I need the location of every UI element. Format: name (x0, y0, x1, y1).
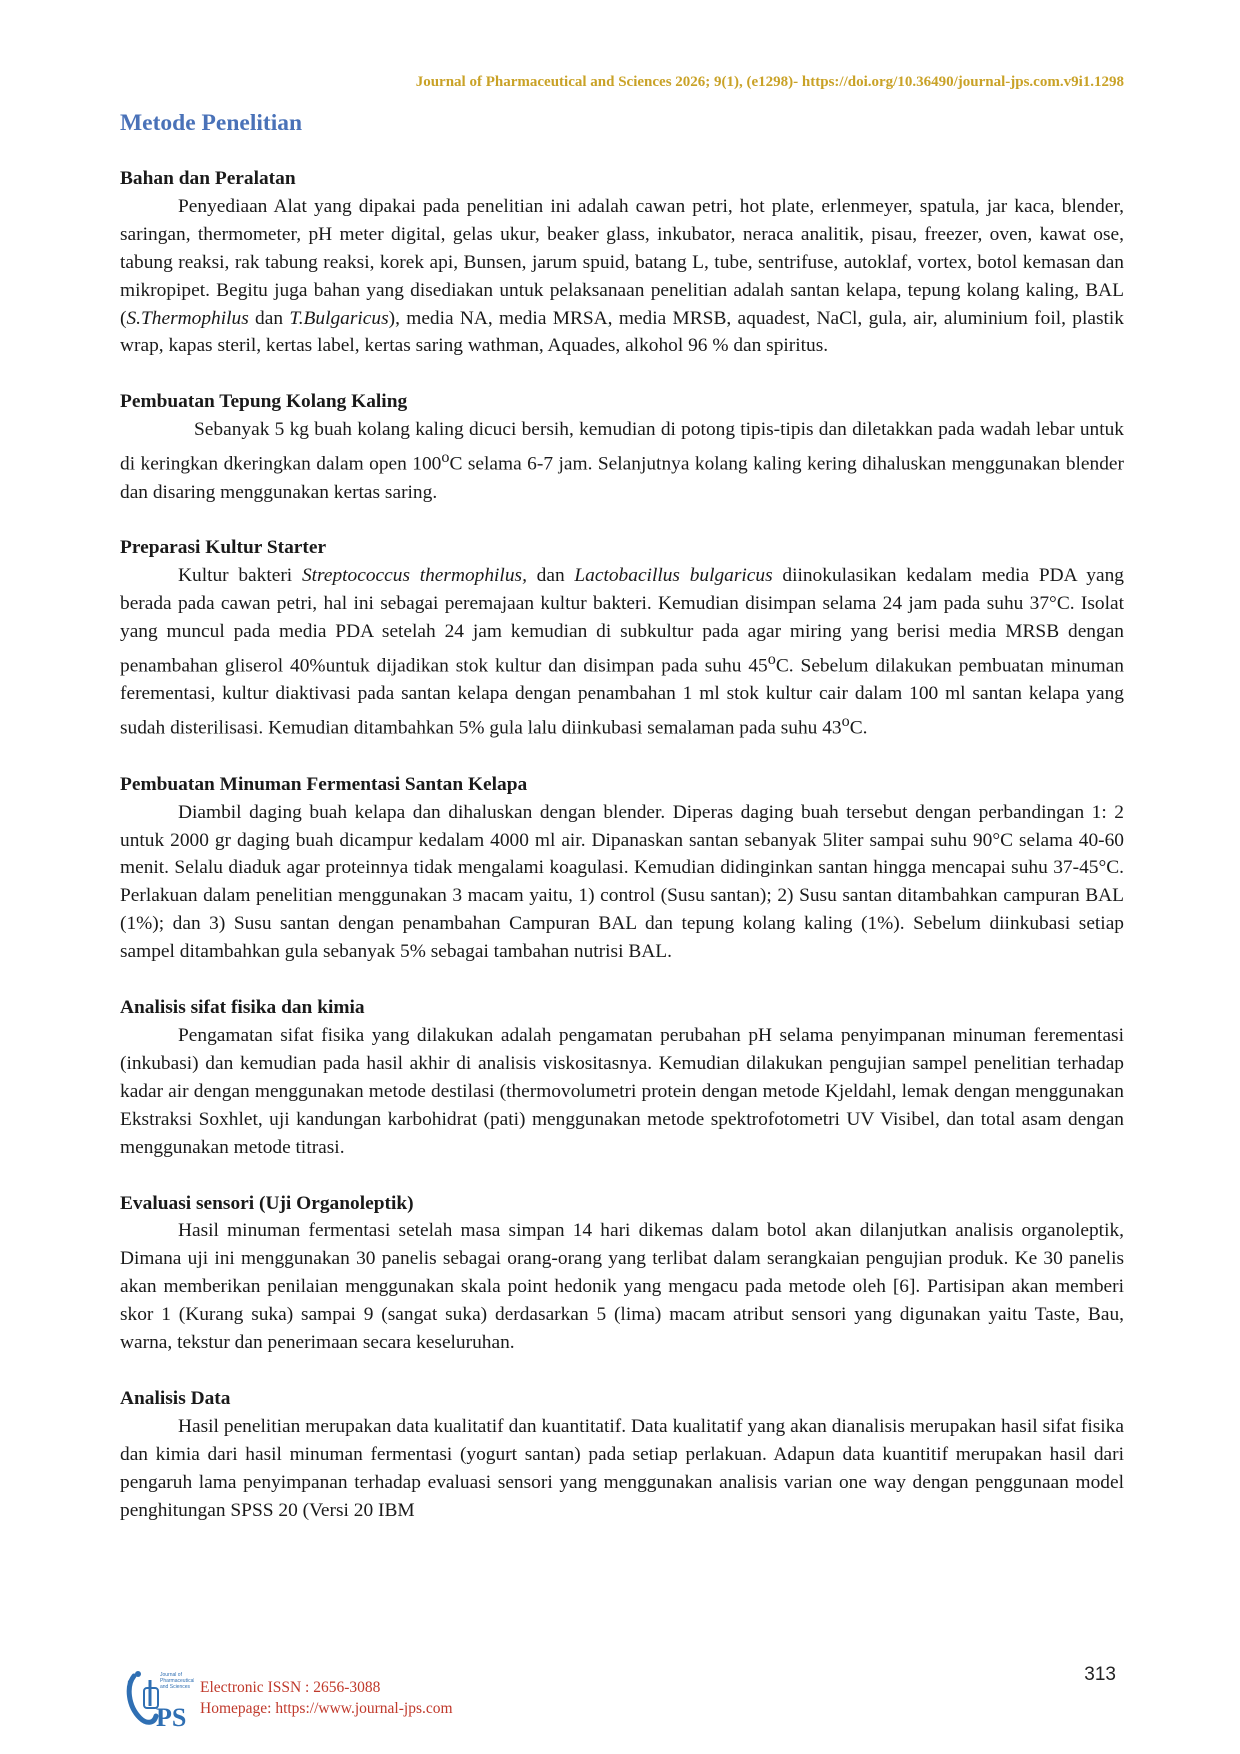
svg-text:and Sciences: and Sciences (160, 1684, 191, 1690)
subsection-heading: Preparasi Kultur Starter (120, 537, 327, 559)
issn-text: Electronic ISSN : 2656-3088 (200, 1679, 381, 1696)
degree-superscript: o (767, 651, 776, 669)
paragraph: Pengamatan sifat fisika yang dilakukan adalah pengamatan perubahan pH selama penyimpanan minuman ferementasi (inkubasi) dan kemudian pada hasil akhir di analisis viskositasnya. Kemudian dilakukan pengujian sampel penelitian terhadap kadar air dengan menggunakan metode destilasi (thermovolumetri protein dengan metode Kjeldahl, lemak dengan menggunakan Ekstraksi Soxhlet, uji kandungan karbohidrat (pati) menggunakan metode spektrofotometri UV Visibel, dan total asam dengan menggunakan metode titrasi. (120, 1024, 1124, 1158)
subsection-heading: Analisis sifat fisika dan kimia (120, 997, 365, 1019)
paragraph-text: dan (248, 307, 290, 329)
paragraph: Diambil daging buah kelapa dan dihaluskan dengan blender. Diperas daging buah tersebut dengan perbandingan 1: 2 untuk 2000 gr daging buah dicampur kedalam 4000 ml air. Dipanaskan santan sebanyak 5liter sampai suhu 90°C selama 40-60 menit. Selalu diaduk agar proteinnya tidak mengalami koagulasi. Kemudian didinginkan santan hingga mencapai suhu 37-45°C. Perlakuan dalam penelitian menggunakan 3 macam yaitu, 1) control (Susu santan); 2) Susu santan ditambahkan campuran BAL (1%); dan 3) Susu santan dengan penambahan Campuran BAL dan tepung kolang kaling (1%). Sebelum diinkubasi setiap sampel ditambahkan gula sebanyak 5% sebagai tambahan nutrisi BAL. (120, 801, 1124, 963)
subsection-heading: Analisis Data (120, 1387, 231, 1409)
species-name: S.Thermophilus (126, 307, 249, 329)
paragraph (120, 562, 1124, 742)
paragraph-text: ), media NA, media MRSA, media MRSB, aquadest, NaCl, gula, air, aluminium foil, plastik wrap, kapas steril, kertas label, kertas saring wathman, Aquades, alkohol 96 % dan spiritus. (120, 307, 1124, 357)
degree-superscript: o (441, 449, 450, 467)
paragraph-text: diinokulasikan kedalam media PDA yang berada pada cawan petri, hal ini sebagai peremajaan kultur bakteri. Kemudian disimpan selama 24 jam pada suhu 37°C. Isolat yang muncul pada media PDA setelah 24 jam kemudian di subkultur pada agar miring yang berisi media MRSB dengan penambahan gliserol 40%untuk dijadikan stok kultur dan disimpan pada suhu 45 (120, 565, 1124, 677)
species-name: Lactobacillus bulgaricus (574, 565, 773, 587)
paragraph: Hasil minuman fermentasi setelah masa simpan 14 hari dikemas dalam botol akan dilanjutkan analisis organoleptik, Dimana uji ini menggunakan 30 panelis sebagai orang-orang yang terlibat dalam serangkaian pengujian produk. Ke 30 panelis akan memberikan penilaian menggunakan skala point hedonik yang mengacu pada metode oleh [6]. Partisipan akan memberi skor 1 (Kurang suka) sampai 9 (sangat suka) derdasarkan 5 (lima) macam atribut sensori yang digunakan yaitu Taste, Bau, warna, tekstur dan penerimaan secara keseluruhan. (120, 1220, 1124, 1354)
subsection-heading: Bahan dan Peralatan (120, 168, 296, 189)
section-bahan-peralatan (120, 165, 1124, 360)
article-body (120, 165, 1124, 1552)
paragraph-text: C. (849, 717, 868, 739)
paragraph: Hasil penelitian merupakan data kualitatif dan kuantitatif. Data kualitatif yang akan dianalisis merupakan hasil sifat fisika dan kimia dari hasil minuman fermentasi (yogurt santan) pada setiap perlakuan. Adapun data kuantitif merupakan hasil dari pengaruh lama penyimpanan terhadap evaluasi sensori yang menggunakan analisis varian one way dengan penggunaan model penghitungan SPSS 20 (Versi 20 IBM (120, 1415, 1124, 1521)
page-number: 313 (1084, 1664, 1116, 1685)
footer-info (200, 1677, 453, 1719)
paragraph-text: C selama 6-7 jam. Selanjutnya kolang kaling kering dihaluskan menggunakan blender dan disaring menggunakan kertas saring. (120, 453, 1124, 503)
homepage-link[interactable]: Homepage: https://www.journal-jps.com (200, 1700, 453, 1717)
section-evaluasi-sensori (120, 1190, 1124, 1357)
section-kultur-starter (120, 534, 1124, 742)
svg-text:PS: PS (156, 1703, 187, 1730)
section-tepung-kolang-kaling (120, 388, 1124, 506)
paragraph-text: Penyediaan Alat yang dipakai pada penelitian ini adalah cawan petri, hot plate, erlenmeyer, spatula, jar kaca, blender, saringan, thermometer, pH meter digital, gelas ukur, beaker glass, inkubator, neraca analitik, pisau, freezer, oven, kawat ose, tabung reaksi, rak tabung reaksi, korek api, Bunsen, jarum spuid, batang L, tube, sentrifuse, autoklaf, vortex, botol kemasan dan mikropipet. Begitu juga bahan yang disediakan untuk pelaksanaan penelitian adalah santan kelapa, tepung kolang kaling, BAL ( (120, 195, 1124, 329)
paragraph (120, 193, 1124, 360)
paragraph-text: dan (526, 565, 575, 587)
section-analisis-data (120, 1385, 1124, 1525)
paragraph-text: Sebanyak 5 kg buah kolang kaling dicuci bersih, kemudian di potong tipis-tipis dan diletakkan pada wadah lebar untuk di keringkan dkeringkan dalam open 100 (120, 419, 1124, 475)
section-title: Metode Penelitian (120, 110, 303, 136)
page-footer (120, 1666, 453, 1730)
subsection-heading: Pembuatan Tepung Kolang Kaling (120, 391, 408, 413)
section-minuman-fermentasi (120, 771, 1124, 966)
paragraph-text: C. Sebelum dilakukan pembuatan minuman ferementasi, kultur diaktivasi pada santan kelapa dengan penambahan 1 ml stok kultur cair dalam 100 ml santan kelapa yang sudah disterilisasi. Kemudian ditambahkan 5% gula lalu diinkubasi semalaman pada suhu 43 (120, 655, 1124, 739)
subsection-heading: Pembuatan Minuman Fermentasi Santan Kelapa (120, 773, 528, 795)
degree-superscript: o (841, 713, 850, 731)
species-name: Streptococcus thermophilus, (301, 565, 527, 587)
svg-text:Journal of: Journal of (160, 1672, 182, 1678)
paragraph (120, 416, 1124, 506)
subsection-heading: Evaluasi sensori (Uji Organoleptik) (120, 1192, 414, 1214)
section-analisis-fisika-kimia (120, 994, 1124, 1161)
svg-text:Pharmaceutical: Pharmaceutical (160, 1678, 194, 1684)
species-name: T.Bulgaricus (289, 307, 389, 329)
journal-citation-header: Journal of Pharmaceutical and Sciences 2026; 9(1), (e1298)- https://doi.org/10.36490/journal-jps.com.v9i1.1298 (415, 74, 1124, 90)
journal-logo-icon (120, 1666, 194, 1730)
paragraph-text: Kultur bakteri (178, 565, 302, 587)
